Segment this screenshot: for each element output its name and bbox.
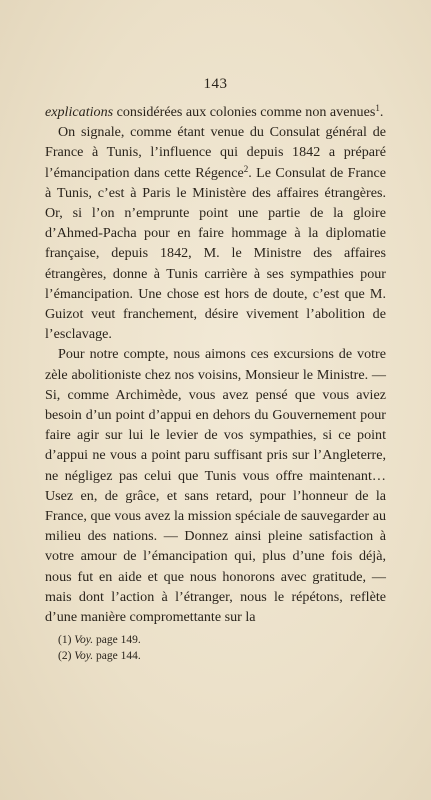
- footnote-reference: 2: [243, 163, 249, 174]
- footnote-mark: (1): [58, 634, 72, 646]
- footnote-voy: Voy.: [74, 634, 94, 646]
- italic-text: explications: [45, 104, 114, 120]
- paragraph-notre-compte: [45, 344, 386, 627]
- footnote-1: [58, 632, 388, 648]
- text-run: Pour notre compte, nous aimons ces excursions de votre zèle abolitioniste chez nos voisins, Monsieur le Ministre. — Si, comme Archimède, vous avez pensé que vous aviez besoin d’un point d’appui en dehors du Gouvernement pour faire agir sur lui le levier de vos sympathies, si ce point d’appui ne vous a point paru suffisant pris sur l’Angleterre, ne négligez pas celui que Tunis vous offre maintenant… Usez en, de grâce, et sans retard, pour l’honneur de la France, que vous avez la mission spéciale de sauvegarder au milieu des nations. — Donnez ainsi pleine satisfaction à votre amour de l’émancipation qui, plus d’une fois déjà, nous fut en aide et que nous honorons avec gratitude, — mais dont l’action à l’étranger, nous le répétons, reflète d’une manière compromettante sur la: [45, 346, 386, 626]
- text-run: . Le Consulat de France à Tunis, c’est à Paris le Ministère des affaires étrangères. Or, si l’on n’emprunte point une partie de la gloire d’Ahmed-Pacha pour en faire hommage à la diplomatie française, depuis 1842, M. le Ministre des affaires étrangères, donne à Tunis carrière à ses sympathies pour l’émancipation. Une chose est hors de doute, c’est que M. Guizot veut franchement, désire vivement l’abolition de l’esclavage.: [45, 164, 387, 343]
- text-run: .: [379, 104, 384, 120]
- footnote-ref: page 149.: [96, 634, 141, 646]
- footnote-ref: page 144.: [96, 650, 141, 662]
- footnotes: [58, 632, 388, 664]
- text-run: On signale, comme étant venue du Consulat général de France à Tunis, l’influence qui depuis 1842 a préparé l’émancipation dans cette Régence: [45, 124, 386, 181]
- body-text: [45, 102, 386, 627]
- paragraph-consulat: [45, 122, 386, 344]
- footnote-mark: (2): [58, 650, 72, 662]
- footnote-2: [58, 648, 388, 664]
- footnote-voy: Voy.: [74, 650, 94, 662]
- page-number: 143: [203, 76, 228, 92]
- paragraph-continuation: [45, 102, 386, 122]
- footnote-reference: 1: [375, 103, 380, 113]
- text-run: considérées aux colonies comme non avenues: [113, 104, 376, 120]
